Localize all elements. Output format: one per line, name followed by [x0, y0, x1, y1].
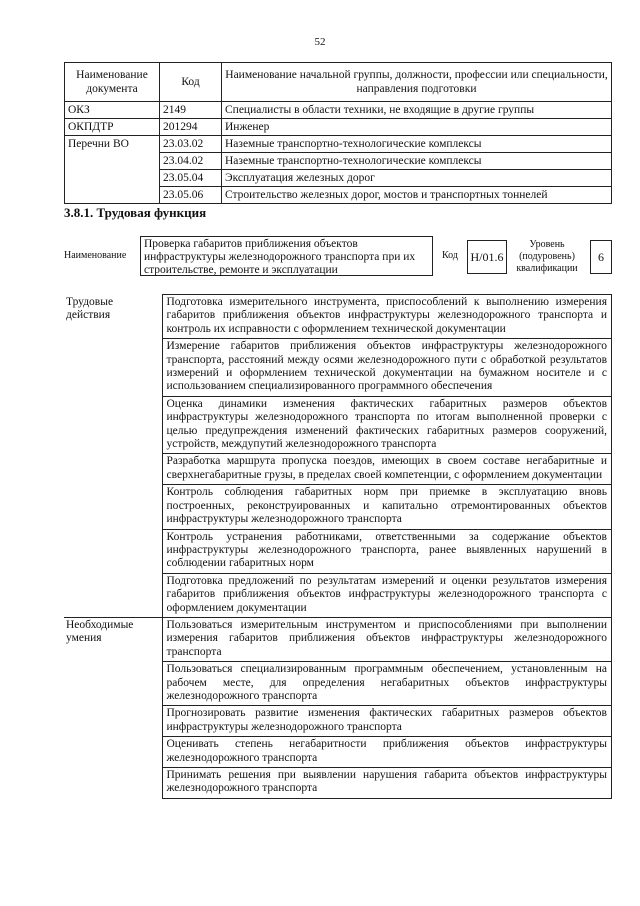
table-row	[65, 136, 612, 153]
labor-action-item: Разработка маршрута пропуска поездов, имеющих в своем составе негабаритные и сверхнегабаритные грузы, в пределах своей компетенции, с оформлением документации	[162, 454, 612, 485]
table-row	[65, 187, 612, 204]
row-name: Наземные транспортно-технологические комплексы	[222, 153, 612, 170]
row-doc: ОКПДТР	[65, 119, 160, 136]
row-code: 23.05.04	[160, 170, 222, 187]
row-name: Инженер	[222, 119, 612, 136]
row-name: Строительство железных дорог, мостов и транспортных тоннелей	[222, 187, 612, 204]
row-doc	[65, 153, 160, 170]
row-doc	[65, 170, 160, 187]
row-doc: Перечни ВО	[65, 136, 160, 153]
skill-item: Пользоваться измерительным инструментом и приспособлениями при выполнении измерения габаритов приближения объектов инфраструктуры железнодорожного транспорта	[162, 617, 612, 661]
row-code: 201294	[160, 119, 222, 136]
row-code: 23.05.06	[160, 187, 222, 204]
row-code: 23.03.02	[160, 136, 222, 153]
row-doc	[65, 187, 160, 204]
row-name: Специалисты в области техники, не входящие в другие группы	[222, 102, 612, 119]
labor-actions-label: Трудовые действия	[64, 295, 162, 618]
row-code: 2149	[160, 102, 222, 119]
row-name: Эксплуатация железных дорог	[222, 170, 612, 187]
table-row	[65, 102, 612, 119]
skill-item: Оценивать степень негабаритности приближения объектов инфраструктуры железнодорожного транспорта	[162, 737, 612, 768]
row-doc: ОКЗ	[65, 102, 160, 119]
function-name-label: Наименование	[64, 250, 127, 261]
table-row	[65, 119, 612, 136]
page-number: 52	[314, 36, 326, 48]
header-document: Наименование документа	[65, 63, 160, 102]
classification-table	[64, 62, 612, 204]
row-code: 23.04.02	[160, 153, 222, 170]
labor-action-item: Подготовка предложений по результатам измерений и оценки результатов измерения габаритов приближения объектов инфраструктуры железнодорожного транспорта с оформлением документации	[162, 573, 612, 617]
header-name: Наименование начальной группы, должности, профессии или специальности, направления подготовки	[222, 63, 612, 102]
function-code-label: Код	[442, 250, 458, 261]
function-details-table	[64, 294, 612, 799]
table-row	[64, 617, 612, 661]
labor-action-item: Контроль соблюдения габаритных норм при приемке в эксплуатацию вновь построенных, реконструированных и капитально отремонтированных объектов инфраструктуры железнодорожного транспорта	[162, 485, 612, 529]
labor-action-item: Контроль устранения работниками, ответственными за содержание объектов инфраструктуры железнодорожного транспорта, ранее выявленных нарушений в соблюдении габаритных норм	[162, 529, 612, 573]
skill-item: Прогнозировать развитие изменения фактических габаритных размеров объектов инфраструктуры железнодорожного транспорта	[162, 706, 612, 737]
classification-header-row	[65, 63, 612, 102]
table-row	[65, 170, 612, 187]
labor-action-item: Подготовка измерительного инструмента, приспособлений к выполнению измерения габаритов приближения объектов инфраструктуры железнодорожного транспорта и контроль их исправности с оформлением технической документации	[162, 295, 612, 339]
qualification-level: 6	[590, 240, 612, 274]
skill-item: Пользоваться специализированным программным обеспечением, установленным на рабочем месте, для определения негабаритных объектов инфраструктуры железнодорожного транспорта	[162, 662, 612, 706]
section-title: 3.8.1. Трудовая функция	[64, 205, 207, 220]
function-code: Н/01.6	[467, 240, 507, 274]
skills-label: Необходимые умения	[64, 617, 162, 798]
row-name: Наземные транспортно-технологические комплексы	[222, 136, 612, 153]
table-row	[64, 295, 612, 339]
header-code: Код	[160, 63, 222, 102]
qualification-level-label: Уровень (подуровень) квалификации	[516, 239, 578, 274]
table-row	[65, 153, 612, 170]
labor-action-item: Измерение габаритов приближения объектов инфраструктуры железнодорожного транспорта, расстояний между осями железнодорожного пути с обработкой результатов измерений и оформлением технической документации на бумажном носителе и с использованием специализированного программного обеспечения	[162, 339, 612, 397]
skill-item: Принимать решения при выявлении нарушения габарита объектов инфраструктуры железнодорожного транспорта	[162, 768, 612, 799]
function-name: Проверка габаритов приближения объектов инфраструктуры железнодорожного транспорта при их строительстве, ремонте и эксплуатации	[140, 236, 433, 276]
labor-action-item: Оценка динамики изменения фактических габаритных размеров объектов инфраструктуры железнодорожного транспорта по итогам выполненной проверки с целью предупреждения изменений фактических габаритных размеров сооружений, устройств, междупутий железнодорожного транспорта	[162, 396, 612, 454]
